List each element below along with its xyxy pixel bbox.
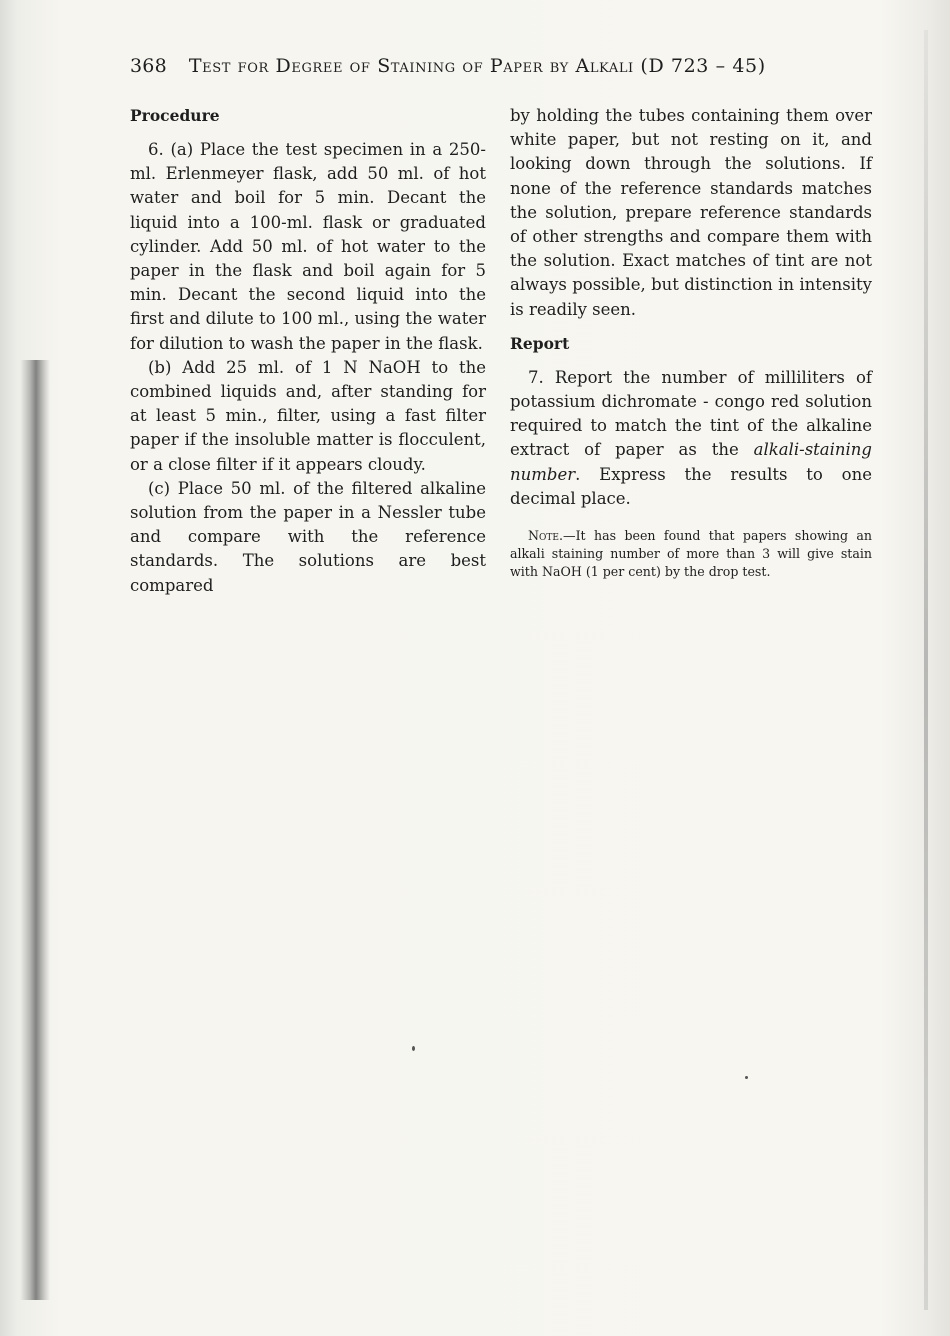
procedure-heading: Procedure — [130, 106, 220, 125]
procedure-step-b: (b) Add 25 ml. of 1 N NaOH to the combined liquids and, after standing for at least 5 min., filter, using a fast filter paper if the insoluble matter is flocculent, or a close filter if it appears cloudy. — [130, 357, 486, 474]
note-text: —It has been found that papers showing an alkali staining number of more than 3 will give stain with NaOH (1 per cent) by the drop test. — [510, 528, 872, 579]
running-head — [130, 55, 830, 77]
report-paragraph — [510, 366, 872, 511]
page-number: 368 — [130, 55, 167, 77]
page-title: Test for Degree of Staining of Paper by Alkali (D 723 – 45) — [188, 55, 766, 77]
right-column — [510, 104, 872, 580]
scan-speck — [745, 1076, 748, 1079]
report-text-end: . Express the results to one decimal place. — [510, 464, 872, 508]
procedure-step-c: (c) Place 50 ml. of the filtered alkaline solution from the paper in a Nessler tube and compare with the reference standards. The solutions are best compared — [130, 478, 486, 595]
binding-shadow — [20, 360, 50, 1300]
note-paragraph — [510, 527, 872, 580]
report-heading: Report — [510, 333, 570, 353]
note-label: Note. — [528, 528, 563, 544]
report-text-start: 7. Report the number of milliliters of potassium dichromate - congo red solution required to match the tint of the alkaline extract of paper as the — [510, 367, 872, 460]
left-column — [130, 104, 486, 598]
procedure-step-a: 6. (a) Place the test specimen in a 250-ml. Erlenmeyer flask, add 50 ml. of hot water and boil for 5 min. Decant the liquid into a 100-ml. flask or graduated cylinder. Add 50 ml. of hot water to the paper in the flask and boil again for 5 min. Decant the second liquid into the first and dilute to 100 ml., using the water for dilution to wash the paper in the flask. — [130, 140, 486, 353]
scan-speck — [412, 1046, 415, 1051]
alkali-staining-number-term: alkali-staining number — [510, 440, 872, 484]
procedure-continuation: by holding the tubes containing them over white paper, but not resting on it, and looking down through the solutions. If none of the reference standards matches the solution, prepare reference standards of other strengths and compare them with the solution. Exact matches of tint are not always possible, but distinction in intensity is readily seen. — [510, 106, 872, 319]
page-edge-shadow — [924, 30, 928, 1310]
